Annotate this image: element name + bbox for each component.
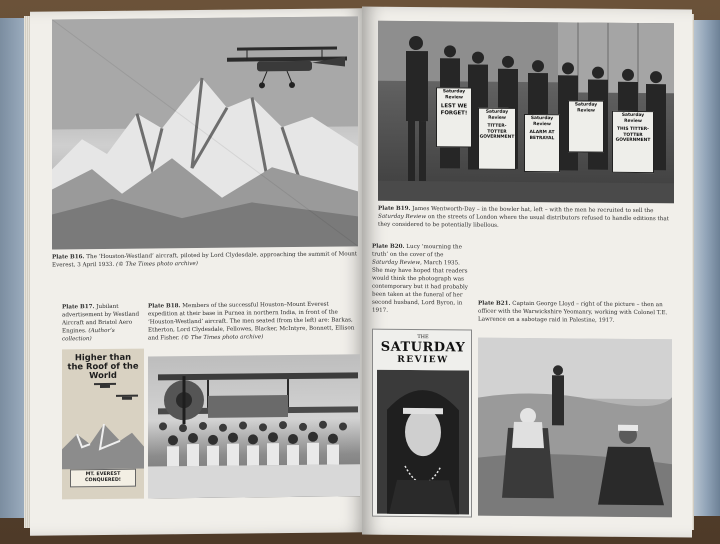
plate-b20-number: Plate B20. (372, 243, 405, 250)
plate-b18-number: Plate B18. (148, 303, 181, 310)
plate-b18-credit: (© The Times photo archive) (181, 334, 264, 342)
plate-b16-caption (52, 250, 358, 269)
plate-b21-number: Plate B21. (478, 300, 511, 307)
placard-1: Saturday Review LEST WE FORGET! (436, 87, 472, 147)
plate-b21-text: Captain George Lloyd – right of the picture – then an officer with the Warwickshire Yeomanry, working with Colonel T.E. Lawrence on a sabotage raid in Palestine, 1917. (478, 300, 668, 324)
plate-b17-credit: (Author’s collection) (62, 327, 115, 343)
everest-scene (52, 16, 358, 249)
group-scene (148, 354, 360, 498)
placard-2: Saturday Review TITTER-TOTTER GOVERNMENT (478, 108, 516, 170)
plate-b16-text: The ‘Houston-Westland’ aircraft, piloted by Lord Clydesdale, approaching the summit of Mount Everest, 3 April 1933. (52, 251, 358, 269)
poster-banner: MT. EVEREST CONQUERED! (70, 469, 136, 488)
plate-b21-caption (478, 300, 672, 326)
left-page (30, 8, 366, 536)
poster-biplanes-icon (92, 379, 140, 408)
poster-headline: Higher than the Roof of the World (67, 351, 139, 381)
westland-poster (62, 349, 144, 500)
plate-b18-caption (148, 300, 360, 342)
placard-4: Saturday Review (568, 100, 604, 152)
magazine-subtitle: REVIEW (397, 354, 449, 366)
expedition-group-photo (148, 354, 360, 498)
placard-5: Saturday Review THIS TITTER-TOTTER GOVERNMENT (612, 111, 654, 173)
saturday-review-sellers-photo (378, 21, 674, 204)
palestine-scene (478, 338, 672, 518)
poster-mountain (62, 419, 144, 470)
saturday-review-cover (372, 329, 472, 518)
magazine-title: SATURDAY (380, 339, 466, 356)
plate-b17-number: Plate B17. (62, 304, 95, 311)
magazine-the: THE (417, 334, 429, 341)
palestine-raid-photo (478, 338, 672, 518)
plate-b16-credit: (© The Times photo archive) (116, 261, 198, 268)
plate-b19-number: Plate B19. (378, 205, 411, 212)
right-page (362, 7, 692, 538)
plate-b17-text: Jubilant advertisement by Westland Aircraft and Bristol Aero Engines. (62, 303, 140, 335)
plate-b16-number: Plate B16. (52, 254, 85, 261)
placard-3: Saturday Review ALARM AT BETRAYAL (524, 114, 560, 172)
plate-b19-caption: Plate B19. James Wentworth-Day – in the bowler hat, left – with the men he recruited to sell the Saturday Review on the streets of London where the usual distributors refused to handle editions that they considered to be potentially libellous. (378, 205, 669, 229)
lucy-portrait (377, 370, 469, 515)
everest-aircraft-photo (52, 16, 358, 249)
plate-b17-caption (62, 303, 142, 344)
plate-b20-caption: Plate B20. Lucy ‘mourning the truth’ on the cover of the Saturday Review, March 1935. She may have hoped that readers would think the photograph was contemporary but it had probably been taken at the funeral of her second husband, Lord Byron, in 1917. (372, 243, 468, 314)
plate-b18-text: Members of the successful Houston–Mount Everest expedition at their base in Purnea in northern India, in front of the ‘Houston-Westland’ aircraft. The men seated (from the left) are: Barkas, Etherton, Lord Clydesdale, Fellowes, Blacker, McIntyre, Bonnett, Ellison and Fisher. (148, 301, 355, 342)
